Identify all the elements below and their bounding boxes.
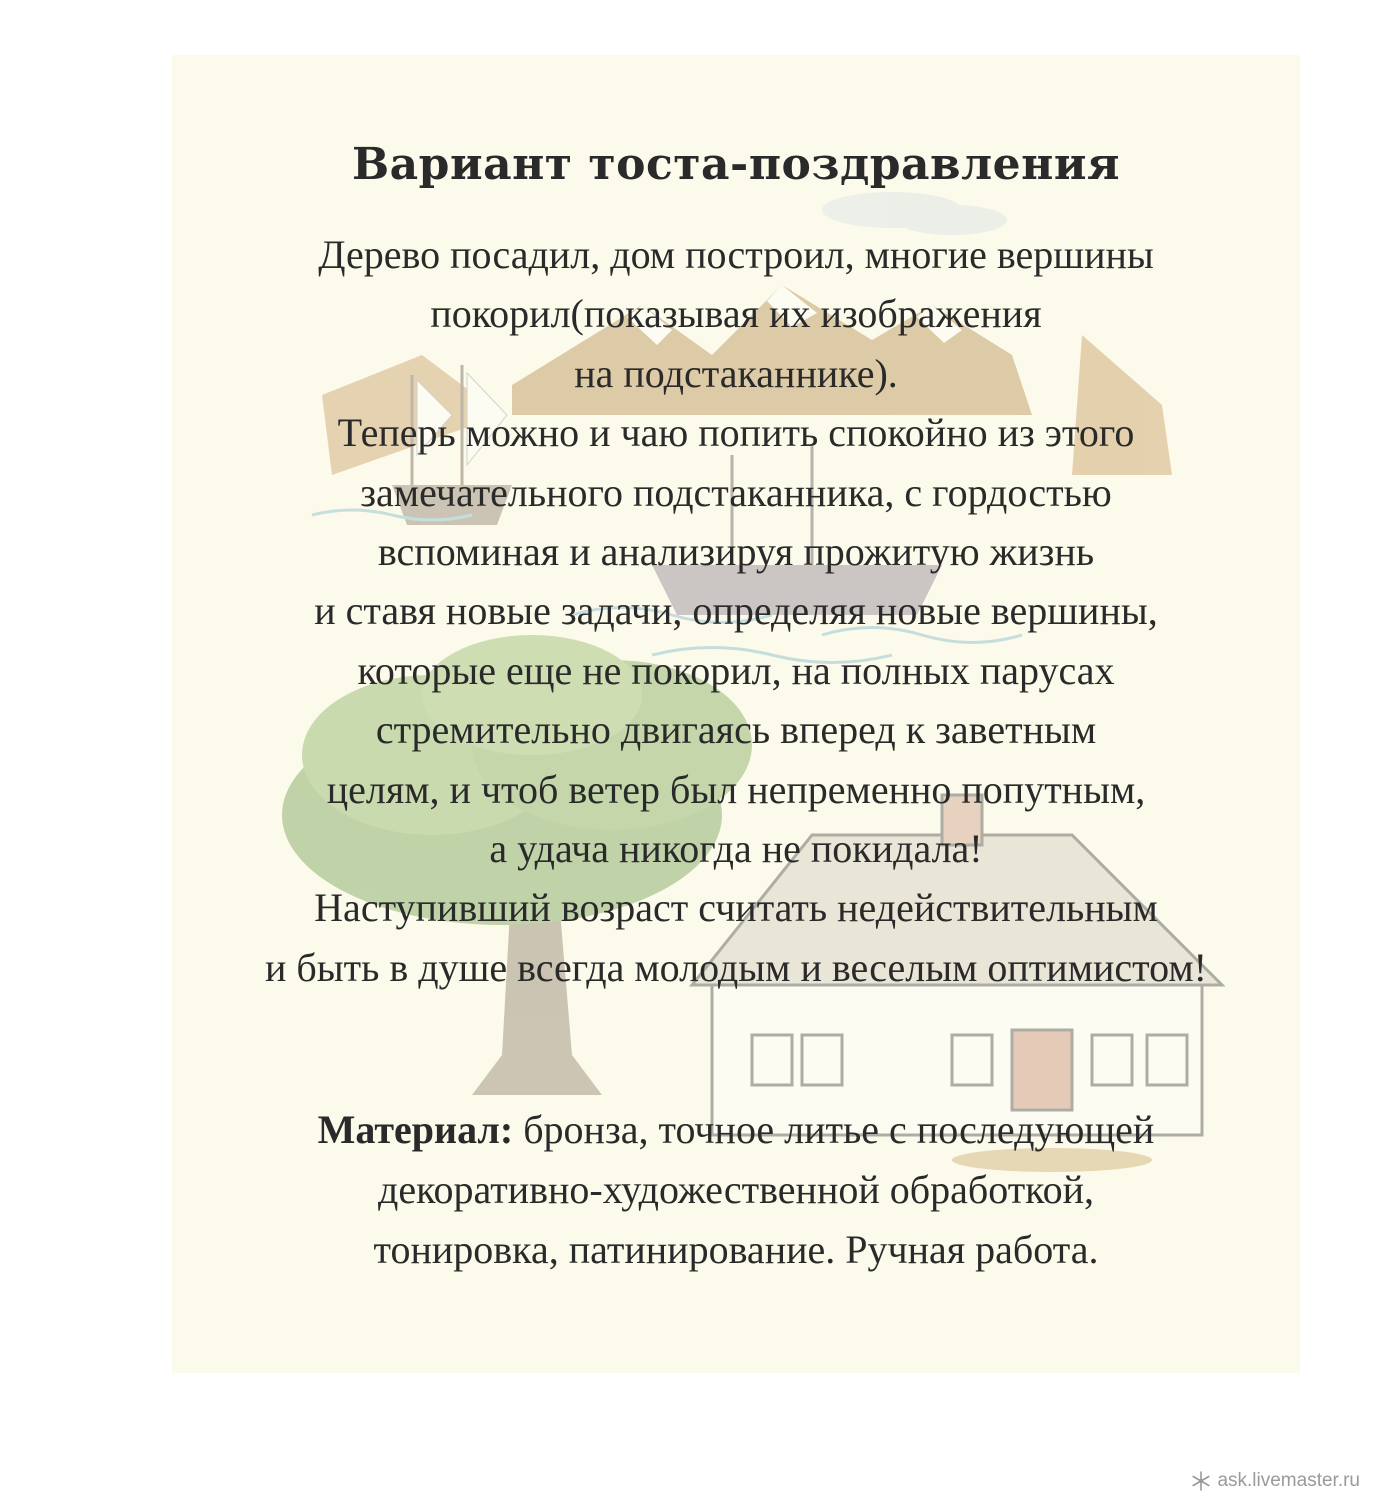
toast-line: на подстаканнике).: [574, 350, 898, 396]
text-content: [172, 55, 1300, 1373]
watermark-text: ask.livemaster.ru: [1217, 1470, 1360, 1491]
toast-text: [172, 225, 1300, 997]
material-line-1-text: бронза, точное литье с последующей: [513, 1107, 1155, 1152]
watermark: [1191, 1470, 1360, 1492]
snowflake-icon: [1191, 1471, 1211, 1491]
toast-line: покорил(показывая их изображения: [430, 291, 1042, 337]
toast-line: и быть в душе всегда молодым и веселым оптимистом!: [265, 944, 1207, 990]
material-line: [172, 1100, 1300, 1160]
toast-line: а удача никогда не покидала!: [489, 826, 983, 872]
toast-line: которые еще не покорил, на полных парусах: [357, 647, 1115, 693]
toast-line: Дерево посадил, дом построил, многие вершины: [318, 232, 1154, 277]
toast-line: замечательного подстаканника, с гордостью: [360, 469, 1112, 515]
material-line: декоративно-художественной обработкой,: [378, 1167, 1094, 1212]
material-label: Материал:: [317, 1107, 514, 1152]
page-title: Вариант тоста-поздравления: [351, 139, 1120, 190]
material-description: [172, 1100, 1300, 1280]
material-line: тонировка, патинирование. Ручная работа.: [373, 1227, 1099, 1272]
toast-line: Теперь можно и чаю попить спокойно из этого: [337, 410, 1135, 456]
toast-line: и ставя новые задачи, определяя новые вершины,: [314, 588, 1158, 634]
toast-line: вспоминая и анализируя прожитую жизнь: [377, 529, 1095, 575]
toast-line: стремительно двигаясь вперед к заветным: [375, 707, 1097, 753]
toast-card: [172, 55, 1300, 1373]
toast-line: Наступивший возраст считать недействительным: [314, 885, 1158, 931]
toast-line: целям, и чтоб ветер был непременно попутным,: [326, 766, 1146, 812]
